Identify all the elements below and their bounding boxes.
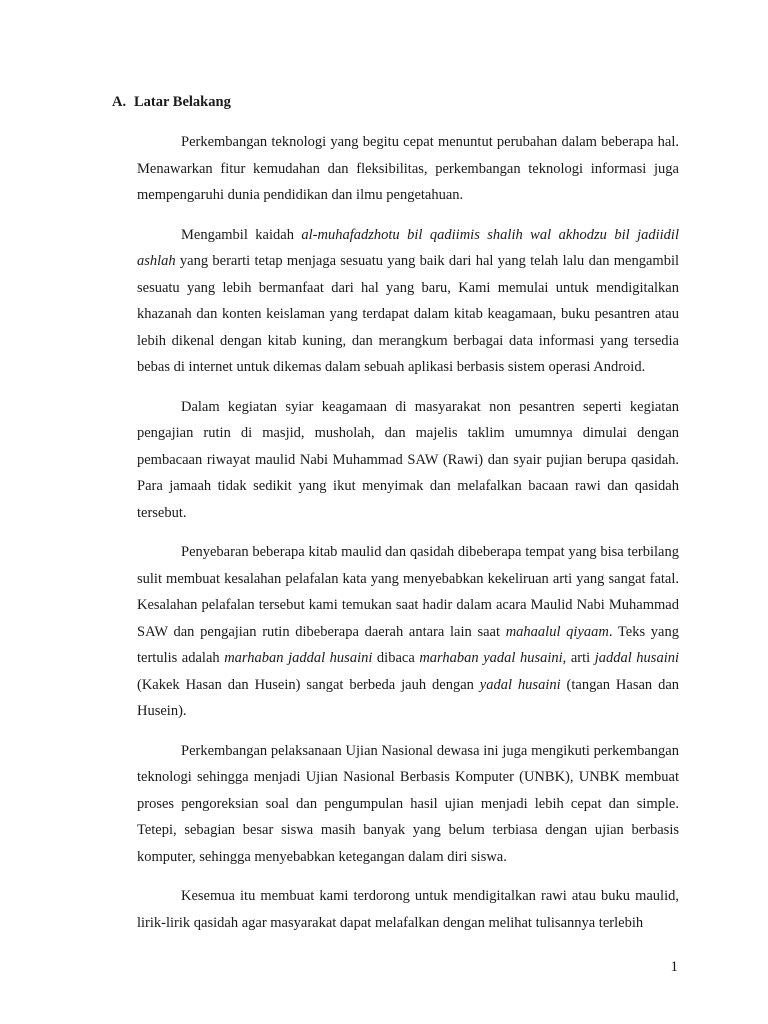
text-run: (tangan Hasan dan Husein). bbox=[137, 676, 680, 719]
text-run: Perkembangan pelaksanaan Ujian Nasional dewasa ini juga mengikuti perkembangan teknologi sehingga menjadi Ujian Nasional Berbasis Komputer (UNBK), UNBK membuat proses pengoreksian soal dan pengumpulan hasil ujian menjadi lebih cepat dan simple. Tetepi, sebagian besar siswa masih banyak yang belum terbiasa dengan ujian berbasis komputer, sehingga menyebabkan ketegangan dalam diri siswa. bbox=[137, 742, 679, 865]
text-run: Kesemua itu membuat kami terdorong untuk mendigitalkan rawi atau buku maulid, lirik-lirik qasidah agar masyarakat dapat melafalkan dengan melihat tulisannya terlebih bbox=[137, 888, 679, 931]
page-number: 1 bbox=[670, 959, 678, 975]
section-title: Latar Belakang bbox=[134, 94, 231, 110]
text-run: Dalam kegiatan syiar keagamaan di masyarakat non pesantren seperti kegiatan pengajian rutin di masjid, musholah, dan majelis taklim umumnya dimulai dengan pembacaan riwayat maulid Nabi Muhammad SAW (Rawi) dan syair pujian berupa qasidah. Para jamaah tidak sedikit yang ikut menyimak dan melafalkan bacaan rawi dan qasidah tersebut. bbox=[137, 398, 679, 521]
text-run: Mengambil kaidah bbox=[181, 226, 302, 243]
text-run: yang berarti tetap menjaga sesuatu yang baik dari hal yang telah lalu dan mengambil sesuatu yang lebih bermanfaat dari hal yang baru, Kami memulai untuk mendigitalkan khazanah dan konten keislaman yang terdapat dalam kitab keagamaan, buku pesantren atau lebih dikenal dengan kitab kuning, dan merangkum berbagai data informasi yang tersedia bebas di internet untuk dikemas dalam sebuah aplikasi berbasis sistem operasi Android. bbox=[137, 253, 679, 375]
text-run: Perkembangan teknologi yang begitu cepat menuntut perubahan dalam beberapa hal. Menawarkan fitur kemudahan dan fleksibilitas, perkembangan teknologi informasi juga mempengaruhi dunia pendidikan dan ilmu pengetahuan. bbox=[137, 134, 679, 203]
italic-term: marhaban jaddal husaini bbox=[224, 650, 373, 666]
paragraph bbox=[137, 539, 679, 725]
section-heading bbox=[112, 94, 231, 111]
paragraph bbox=[137, 129, 679, 209]
text-run: (Kakek Hasan dan Husein) sangat berbeda jauh dengan bbox=[137, 676, 480, 693]
italic-term: yadal husaini bbox=[479, 676, 561, 693]
italic-term: jaddal husaini bbox=[594, 650, 680, 666]
paragraph bbox=[137, 883, 679, 936]
text-run: Penyebaran beberapa kitab maulid dan qasidah dibeberapa tempat yang bisa terbilang sulit membuat kesalahan pelafalan kata yang menyebabkan kekeliruan arti yang sangat fatal. Kesalahan pelafalan tersebut kami temukan saat hadir dalam acara Maulid Nabi Muhammad SAW dan pengajian rutin dibeberapa daerah antara lain saat bbox=[137, 544, 679, 640]
paragraph bbox=[137, 222, 679, 381]
italic-term: mahaalul qiyaam bbox=[505, 623, 609, 640]
text-run: . Teks yang tertulis adalah bbox=[137, 623, 679, 666]
italic-term: al-muhafadzhotu bil qadiimis shalih wal akhodzu bil jadiidil ashlah bbox=[137, 226, 679, 269]
text-run: dibaca bbox=[372, 650, 420, 666]
paragraph bbox=[137, 394, 679, 527]
section-number: A. bbox=[112, 94, 127, 110]
italic-term: marhaban yadal husaini bbox=[419, 650, 563, 666]
body-text bbox=[137, 129, 679, 949]
text-run: , arti bbox=[562, 650, 595, 666]
paragraph bbox=[137, 738, 679, 871]
